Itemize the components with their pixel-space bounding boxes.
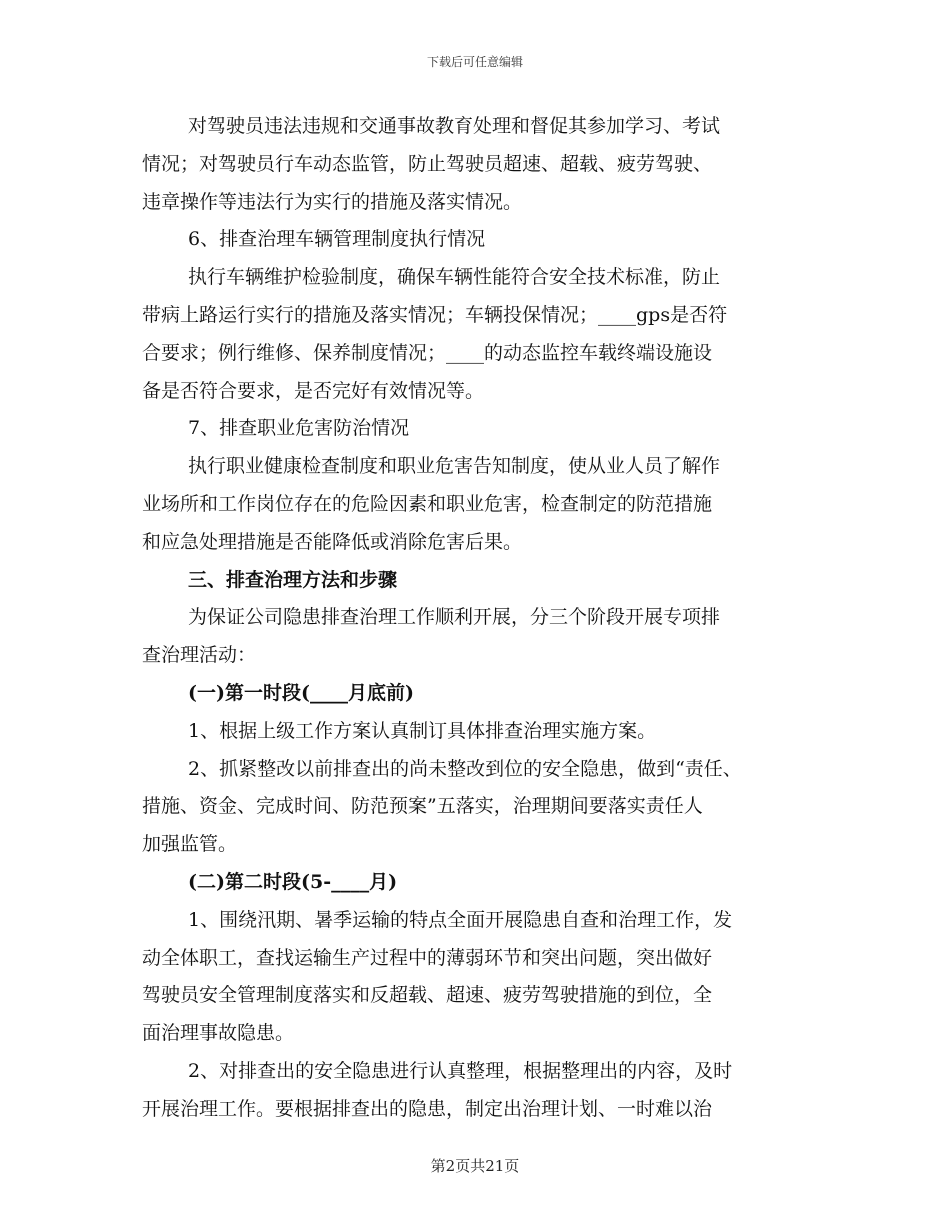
paragraph-line: 带病上路运行实行的措施及落实情况；车辆投保情况；____gps是否符 [142, 303, 728, 326]
document-body [142, 108, 832, 1129]
chapter-heading: 三、排查治理方法和步骤 [188, 568, 398, 591]
paragraph-line: 2、抓紧整改以前排查出的尚未整改到位的安全隐患，做到“责任、 [188, 757, 742, 780]
paragraph-line: 执行职业健康检查制度和职业危害告知制度，使从业人员了解作 [188, 455, 721, 478]
section-heading: 6、排查治理车辆管理制度执行情况 [188, 228, 486, 251]
paragraph-line: 情况；对驾驶员行车动态监管，防止驾驶员超速、超载、疲劳驾驶、 [142, 152, 713, 175]
paragraph-line: 面治理事故隐患。 [142, 1022, 295, 1045]
paragraph-line: 执行车辆维护检验制度，确保车辆性能符合安全技术标准，防止 [188, 266, 721, 289]
paragraph-line: 2、对排查出的安全隐患进行认真整理，根据整理出的内容，及时 [188, 1059, 733, 1082]
paragraph-line: 对驾驶员违法违规和交通事故教育处理和督促其参加学习、考试 [188, 115, 721, 137]
page-header: 下载后可任意编辑 [426, 55, 523, 69]
paragraph-line: 1、围绕汛期、暑季运输的特点全面开展隐患自查和治理工作，发 [188, 908, 733, 931]
page-number: 第2页共21页 [430, 1157, 520, 1175]
paragraph-line: 违章操作等违法行为实行的措施及落实情况。 [142, 190, 523, 213]
paragraph-line: 驾驶员安全管理制度落实和反超载、超速、疲劳驾驶措施的到位，全 [142, 984, 713, 1007]
stage-heading: (二)第二时段(5-____月) [188, 870, 398, 893]
paragraph-line: 措施、资金、完成时间、防范预案”五落实，治理期间要落实责任人 [142, 795, 703, 818]
section-heading: 7、排查职业危害防治情况 [188, 417, 410, 440]
paragraph-line: 动全体职工，查找运输生产过程中的薄弱环节和突出问题，突出做好 [142, 946, 713, 969]
paragraph-line: 合要求；例行维修、保养制度情况；____的动态监控车载终端设施设 [142, 341, 713, 364]
paragraph-line: 查治理活动： [142, 644, 257, 667]
paragraph-line: 和应急处理措施是否能降低或消除危害后果。 [142, 530, 523, 553]
paragraph-line: 为保证公司隐患排查治理工作顺利开展，分三个阶段开展专项排 [188, 606, 721, 629]
paragraph-line: 备是否符合要求，是否完好有效情况等。 [142, 379, 485, 402]
paragraph-line: 1、根据上级工作方案认真制订具体排查治理实施方案。 [188, 719, 657, 742]
paragraph-line: 开展治理工作。要根据排查出的隐患，制定出治理计划、一时难以治 [142, 1097, 713, 1120]
paragraph-line: 业场所和工作岗位存在的危险因素和职业危害，检查制定的防范措施 [142, 492, 713, 515]
stage-heading: (一)第一时段(____月底前) [188, 681, 414, 704]
paragraph-line: 加强监管。 [142, 833, 238, 856]
